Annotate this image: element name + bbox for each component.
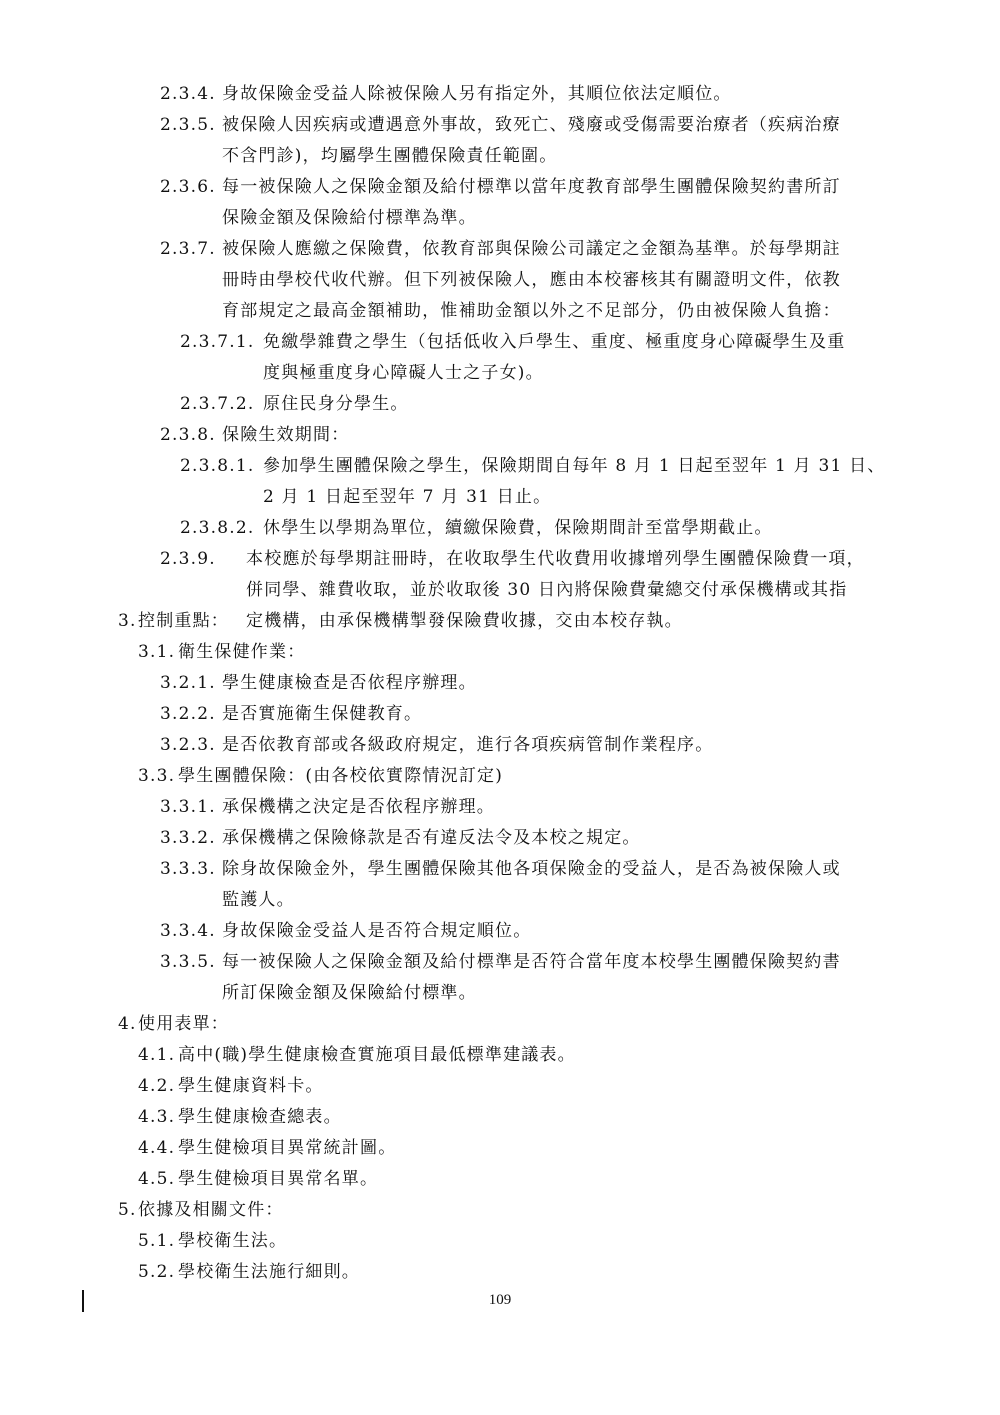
list-item: [118, 1195, 905, 1226]
item-text-line: 身故保險金受益人是否符合規定順位。: [222, 921, 532, 941]
list-item: [138, 1040, 905, 1071]
item-text-line: 學生健檢項目異常名單。: [178, 1169, 379, 1189]
list-item: [160, 792, 905, 823]
list-item: [160, 854, 905, 916]
list-item: [160, 110, 905, 172]
item-text-line: 學生健康檢查總表。: [178, 1107, 342, 1127]
list-item: [138, 761, 905, 792]
page-number: 109: [488, 1292, 512, 1308]
item-text-line: 衛生保健作業：: [178, 642, 306, 662]
item-text-line: 學校衛生法。: [178, 1231, 288, 1251]
list-item: [118, 1009, 905, 1040]
list-item: [160, 916, 905, 947]
item-number: 5.1.: [138, 1231, 176, 1251]
item-number: 4.4.: [138, 1138, 176, 1158]
item-number: 4.: [118, 1014, 137, 1034]
item-number: 2.3.7.1.: [180, 332, 255, 352]
item-text-line: 休學生以學期為單位，續繳保險費，保險期間計至當學期截止。: [263, 518, 773, 538]
list-item: [160, 234, 905, 327]
item-text-line: 度與極重度身心障礙人士之子女)。: [263, 363, 544, 383]
list-item: [118, 606, 905, 637]
list-item: [138, 1257, 905, 1288]
item-text-line: 冊時由學校代收代辦。但下列被保險人，應由本校審核其有關證明文件，依教: [222, 270, 841, 290]
list-item: [160, 420, 905, 451]
item-text-line: 學生健康檢查是否依程序辦理。: [222, 673, 477, 693]
item-number: 4.3.: [138, 1107, 176, 1127]
item-text-line: 被保險人因疾病或遭遇意外事故，致死亡、殘廢或受傷需要治療者（疾病治療: [222, 115, 841, 135]
item-text-line: 學生健檢項目異常統計圖。: [178, 1138, 397, 1158]
list-item: [160, 730, 905, 761]
list-item: [160, 947, 905, 1009]
item-number: 4.1.: [138, 1045, 176, 1065]
list-item: [160, 172, 905, 234]
item-number: 3.3.: [138, 766, 176, 786]
item-number: 3.3.4.: [160, 921, 216, 941]
item-text-line: 高中(職)學生健康檢查實施項目最低標準建議表。: [178, 1045, 576, 1065]
item-text-line: 保險金額及保險給付標準為準。: [222, 208, 477, 228]
item-number: 2.3.9.: [160, 549, 216, 569]
item-number: 5.: [118, 1200, 137, 1220]
item-text-line: 是否實施衛生保健教育。: [222, 704, 423, 724]
item-text-line: 承保機構之決定是否依程序辦理。: [222, 797, 495, 817]
item-number: 2.3.6.: [160, 177, 216, 197]
item-text-line: 學校衛生法施行細則。: [178, 1262, 360, 1282]
item-number: 3.: [118, 611, 137, 631]
item-number: 2.3.8.2.: [180, 518, 255, 538]
item-text-line: 學生健康資料卡。: [178, 1076, 324, 1096]
item-number: 5.2.: [138, 1262, 176, 1282]
item-text-line: 是否依教育部或各級政府規定，進行各項疾病管制作業程序。: [222, 735, 714, 755]
list-item: [138, 1226, 905, 1257]
item-text-line: 參加學生團體保險之學生，保險期間自每年 8 月 1 日起至翌年 1 月 31 日、: [263, 456, 886, 476]
item-number: 3.2.1.: [160, 673, 216, 693]
item-text-line: 每一被保險人之保險金額及給付標準以當年度教育部學生團體保險契約書所訂: [222, 177, 841, 197]
item-text-line: 使用表單：: [138, 1014, 229, 1034]
list-item: [160, 699, 905, 730]
item-number: 2.3.8.1.: [180, 456, 255, 476]
item-text-line: 依據及相關文件：: [138, 1200, 284, 1220]
list-item: [138, 1071, 905, 1102]
item-number: 3.2.3.: [160, 735, 216, 755]
item-number: 3.3.2.: [160, 828, 216, 848]
item-text-line: 定機構，由承保機構掣發保險費收據，交由本校存執。: [246, 611, 683, 631]
list-item: [160, 668, 905, 699]
list-item: [138, 1133, 905, 1164]
list-item: [180, 389, 905, 420]
item-number: 4.5.: [138, 1169, 176, 1189]
item-text-line: 控制重點：: [138, 611, 229, 631]
item-text-line: 被保險人應繳之保險費，依教育部與保險公司議定之金額為基準。於每學期註: [222, 239, 841, 259]
item-text-line: 所訂保險金額及保險給付標準。: [222, 983, 477, 1003]
item-text-line: 保險生效期間：: [222, 425, 350, 445]
list-item: [138, 637, 905, 668]
item-number: 3.3.1.: [160, 797, 216, 817]
list-item: [180, 513, 905, 544]
list-item: [138, 1102, 905, 1133]
item-text-line: 學生團體保險：(由各校依實際情況訂定): [178, 766, 504, 786]
item-number: 2.3.8.: [160, 425, 216, 445]
item-number: 3.3.3.: [160, 859, 216, 879]
item-text-line: 承保機構之保險條款是否有違反法令及本校之規定。: [222, 828, 641, 848]
item-text-line: 2 月 1 日起至翌年 7 月 31 日止。: [263, 487, 552, 507]
list-item: [138, 1164, 905, 1195]
list-item: [160, 823, 905, 854]
item-number: 2.3.4.: [160, 84, 216, 104]
item-number: 3.2.2.: [160, 704, 216, 724]
item-text-line: 除身故保險金外，學生團體保險其他各項保險金的受益人，是否為被保險人或: [222, 859, 841, 879]
item-number: 3.1.: [138, 642, 176, 662]
item-text-line: 育部規定之最高金額補助，惟補助金額以外之不足部分，仍由被保險人負擔：: [222, 301, 841, 321]
item-number: 2.3.7.: [160, 239, 216, 259]
list-item: [160, 79, 905, 110]
item-number: 3.3.5.: [160, 952, 216, 972]
list-item: [180, 327, 905, 389]
item-number: 2.3.5.: [160, 115, 216, 135]
item-text-line: 免繳學雜費之學生（包括低收入戶學生、重度、極重度身心障礙學生及重: [263, 332, 846, 352]
item-text-line: 本校應於每學期註冊時，在收取學生代收費用收據增列學生團體保險費一項，: [246, 549, 865, 569]
item-text-line: 監護人。: [222, 890, 295, 910]
list-item: [180, 451, 905, 513]
item-text-line: 不含門診)，均屬學生團體保險責任範圍。: [222, 146, 558, 166]
item-text-line: 併同學、雜費收取，並於收取後 30 日內將保險費彙總交付承保機構或其指: [246, 580, 848, 600]
item-number: 2.3.7.2.: [180, 394, 255, 414]
item-text-line: 身故保險金受益人除被保險人另有指定外，其順位依法定順位。: [222, 84, 732, 104]
item-number: 4.2.: [138, 1076, 176, 1096]
item-text-line: 每一被保險人之保險金額及給付標準是否符合當年度本校學生團體保險契約書: [222, 952, 841, 972]
item-text-line: 原住民身分學生。: [263, 394, 409, 414]
